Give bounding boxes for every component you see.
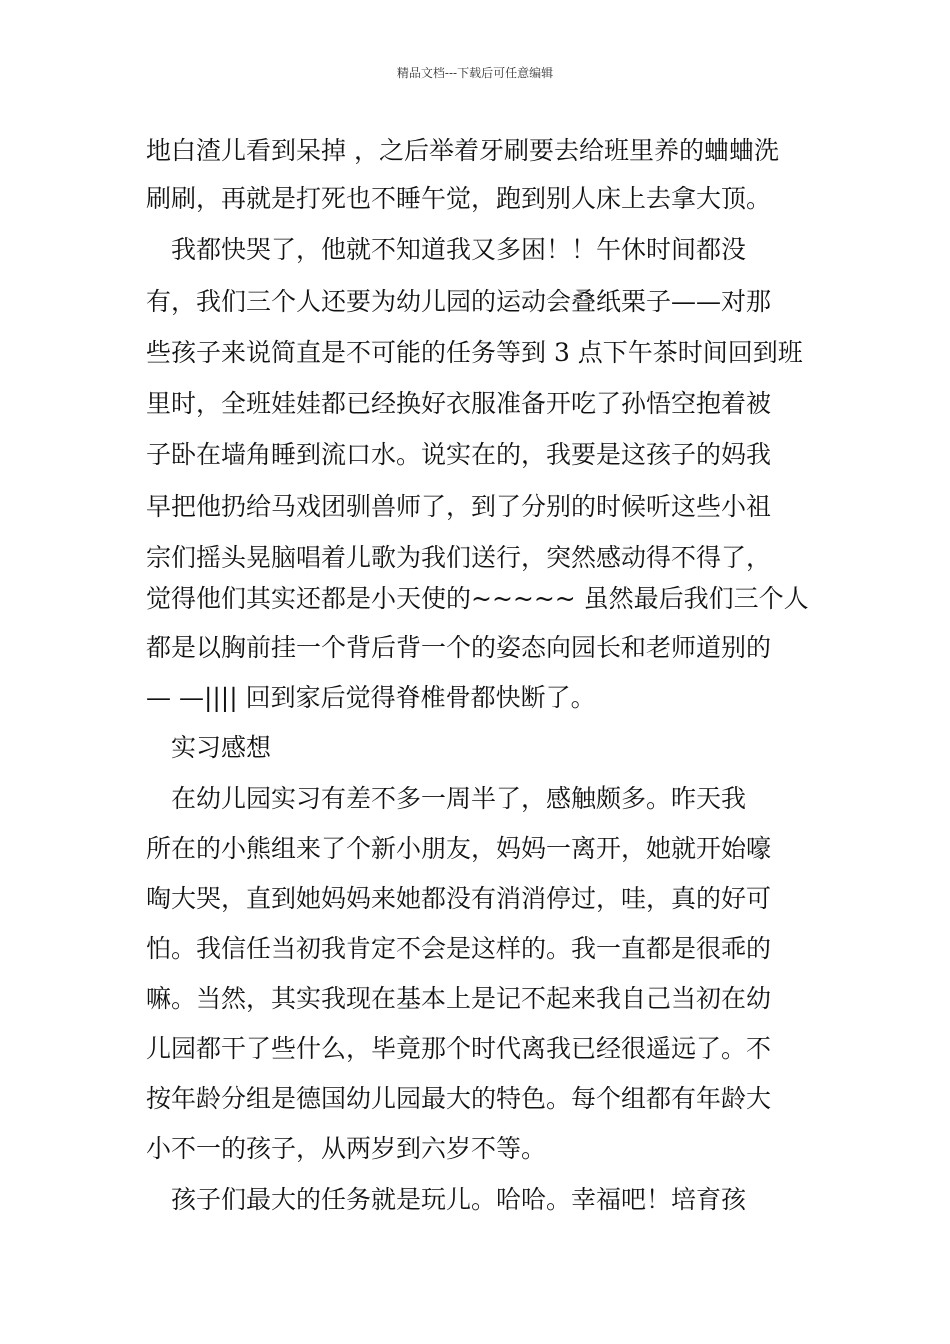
text-line: 都是以胸前挂一个背后背一个的姿态向园长和老师道别的 [146, 633, 772, 662]
text-line: 里时，全班娃娃都已经换好衣服准备开吃了孙悟空抱着被 [146, 389, 772, 418]
text-line: — —|||| 回到家后觉得脊椎骨都快断了。 [146, 683, 596, 712]
text-line: 些孩子来说简直是不可能的任务等到 3 点下午茶时间回到班 [146, 338, 803, 367]
text-line: 小不一的孩子，从两岁到六岁不等。 [146, 1134, 547, 1163]
text-line: 早把他扔给马戏团驯兽师了，到了分别的时候听这些小祖 [146, 492, 772, 521]
text-line: 宗们摇头晃脑唱着儿歌为我们送行，突然感动得不得了， [146, 543, 772, 572]
text-line: 在幼儿园实习有差不多一周半了，感触颇多。昨天我 [146, 784, 747, 813]
text-line: 所在的小熊组来了个新小朋友，妈妈一离开，她就开始嚎 [146, 834, 772, 863]
text-line: 嘛。当然，其实我现在基本上是记不起来我自己当初在幼 [146, 984, 772, 1013]
text-line: 觉得他们其实还都是小天使的~~~~~ 虽然最后我们三个人 [146, 584, 809, 613]
section-heading: 实习感想 [146, 733, 272, 762]
text-line: 怕。我信任当初我肯定不会是这样的。我一直都是很乖的 [146, 934, 772, 963]
text-line: 子卧在墙角睡到流口水。说实在的，我要是这孩子的妈我 [146, 440, 772, 469]
text-line: 按年龄分组是德国幼儿园最大的特色。每个组都有年龄大 [146, 1084, 772, 1113]
text-line: 啕大哭，直到她妈妈来她都没有消消停过，哇，真的好可 [146, 884, 772, 913]
page-header: 精品文档---下载后可任意编辑 [396, 66, 554, 80]
text-line: 我都快哭了，他就不知道我又多困！！午休时间都没 [146, 235, 747, 264]
text-line: 儿园都干了些什么，毕竟那个时代离我已经很遥远了。不 [146, 1034, 772, 1063]
text-line: 有，我们三个人还要为幼儿园的运动会叠纸栗子——对那 [146, 287, 772, 316]
text-line: 地白渣儿看到呆掉 ，之后举着牙刷要去给班里养的蛐蛐洗 [146, 136, 779, 165]
text-line: 孩子们最大的任务就是玩儿。哈哈。幸福吧！培育孩 [146, 1185, 747, 1214]
text-line: 刷刷，再就是打死也不睡午觉，跑到别人床上去拿大顶。 [146, 184, 772, 213]
